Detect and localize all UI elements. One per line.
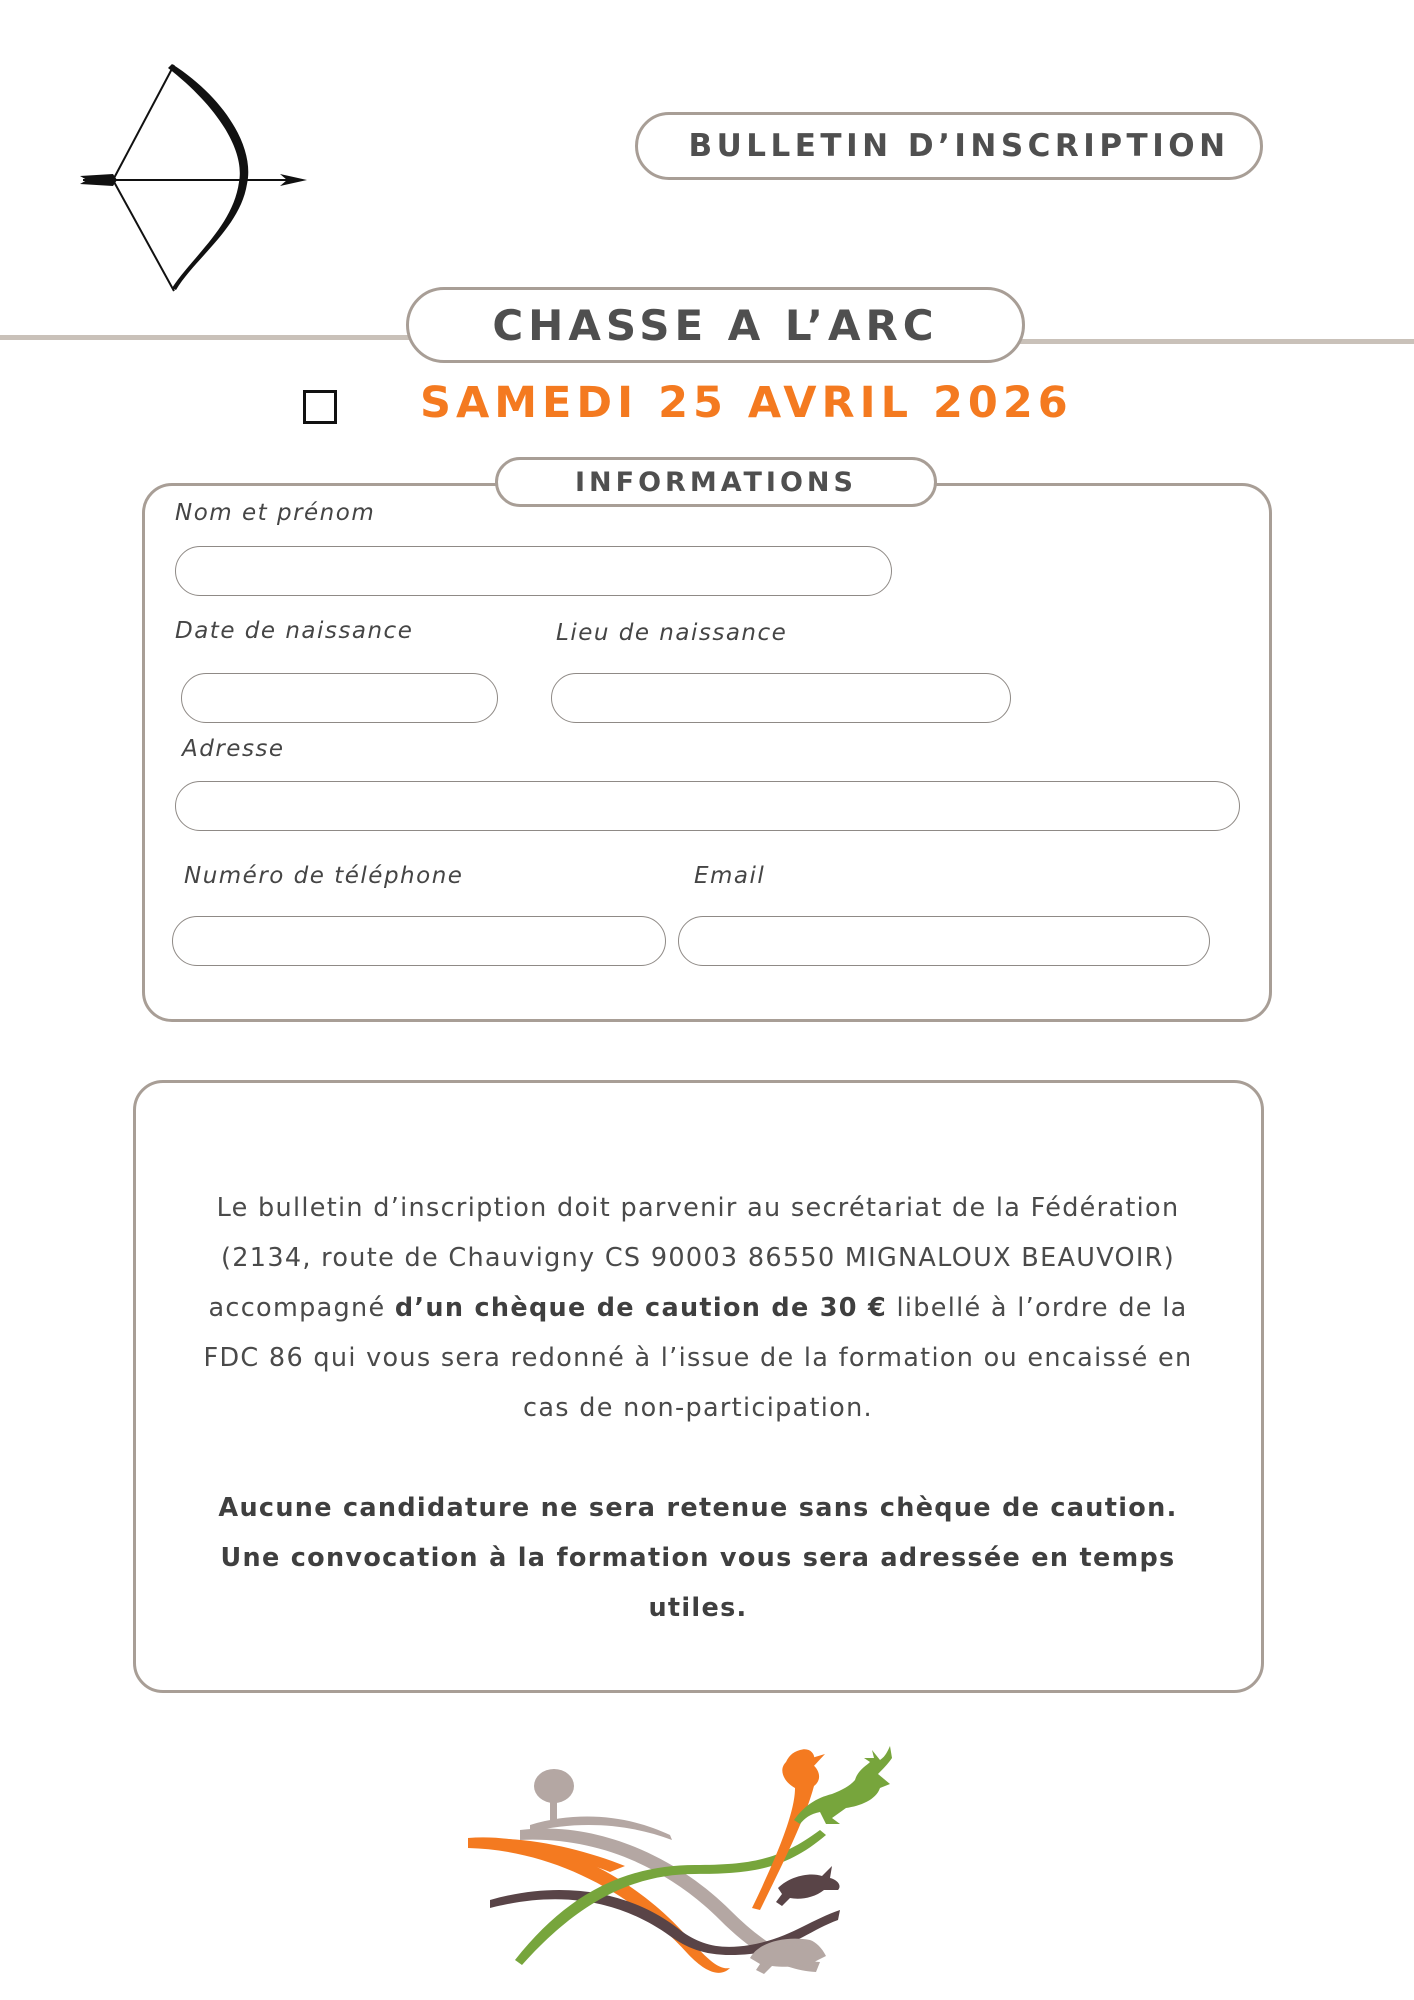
address-label: Adresse <box>182 736 285 762</box>
bow-and-arrow-icon <box>75 58 315 298</box>
name-input[interactable] <box>175 546 892 596</box>
notice-deposit-amount: d’un chèque de caution de 30 € <box>394 1293 888 1323</box>
email-input[interactable] <box>678 916 1210 966</box>
birth-date-input[interactable] <box>181 673 498 723</box>
informations-heading: INFORMATIONS <box>575 466 857 498</box>
notice-warning <box>184 1483 1212 1633</box>
informations-heading-pill <box>495 457 937 507</box>
notice-text-1: Le bulletin d’inscription doit parvenir au secrétariat de la Fédération (2134, route de Chauvigny CS 90003 86550 MIGNALOUX BEAUVOIR) accompagné <box>208 1193 1180 1323</box>
notice-warning-text: Aucune candidature ne sera retenue sans chèque de caution. Une convocation à la formation vous sera adressée en temps utiles. <box>218 1493 1178 1623</box>
phone-label: Numéro de téléphone <box>184 863 464 889</box>
event-title-pill <box>406 287 1025 363</box>
form-type-title: BULLETIN D’INSCRIPTION <box>688 128 1230 164</box>
divider-left <box>0 335 412 340</box>
event-title: CHASSE A L’ARC <box>492 300 939 350</box>
form-type-pill <box>635 112 1263 180</box>
divider-right <box>1018 339 1414 344</box>
birth-place-label: Lieu de naissance <box>556 620 788 646</box>
event-date: SAMEDI 25 AVRIL 2026 <box>420 378 1073 428</box>
date-checkbox[interactable] <box>303 390 337 424</box>
address-input[interactable] <box>175 781 1240 831</box>
birth-place-input[interactable] <box>551 673 1011 723</box>
birth-date-label: Date de naissance <box>175 618 414 644</box>
notice-panel <box>133 1080 1264 1693</box>
notice-text-block <box>184 1183 1212 1633</box>
federation-wildlife-logo-icon <box>460 1740 940 2000</box>
name-label: Nom et prénom <box>175 500 376 526</box>
phone-input[interactable] <box>172 916 666 966</box>
notice-text-2: libellé à l’ordre de la FDC 86 qui vous sera redonné à l’issue de la formation ou encaissé en cas de non-participation. <box>203 1293 1193 1423</box>
email-label: Email <box>694 863 766 889</box>
notice-paragraph <box>184 1183 1212 1433</box>
